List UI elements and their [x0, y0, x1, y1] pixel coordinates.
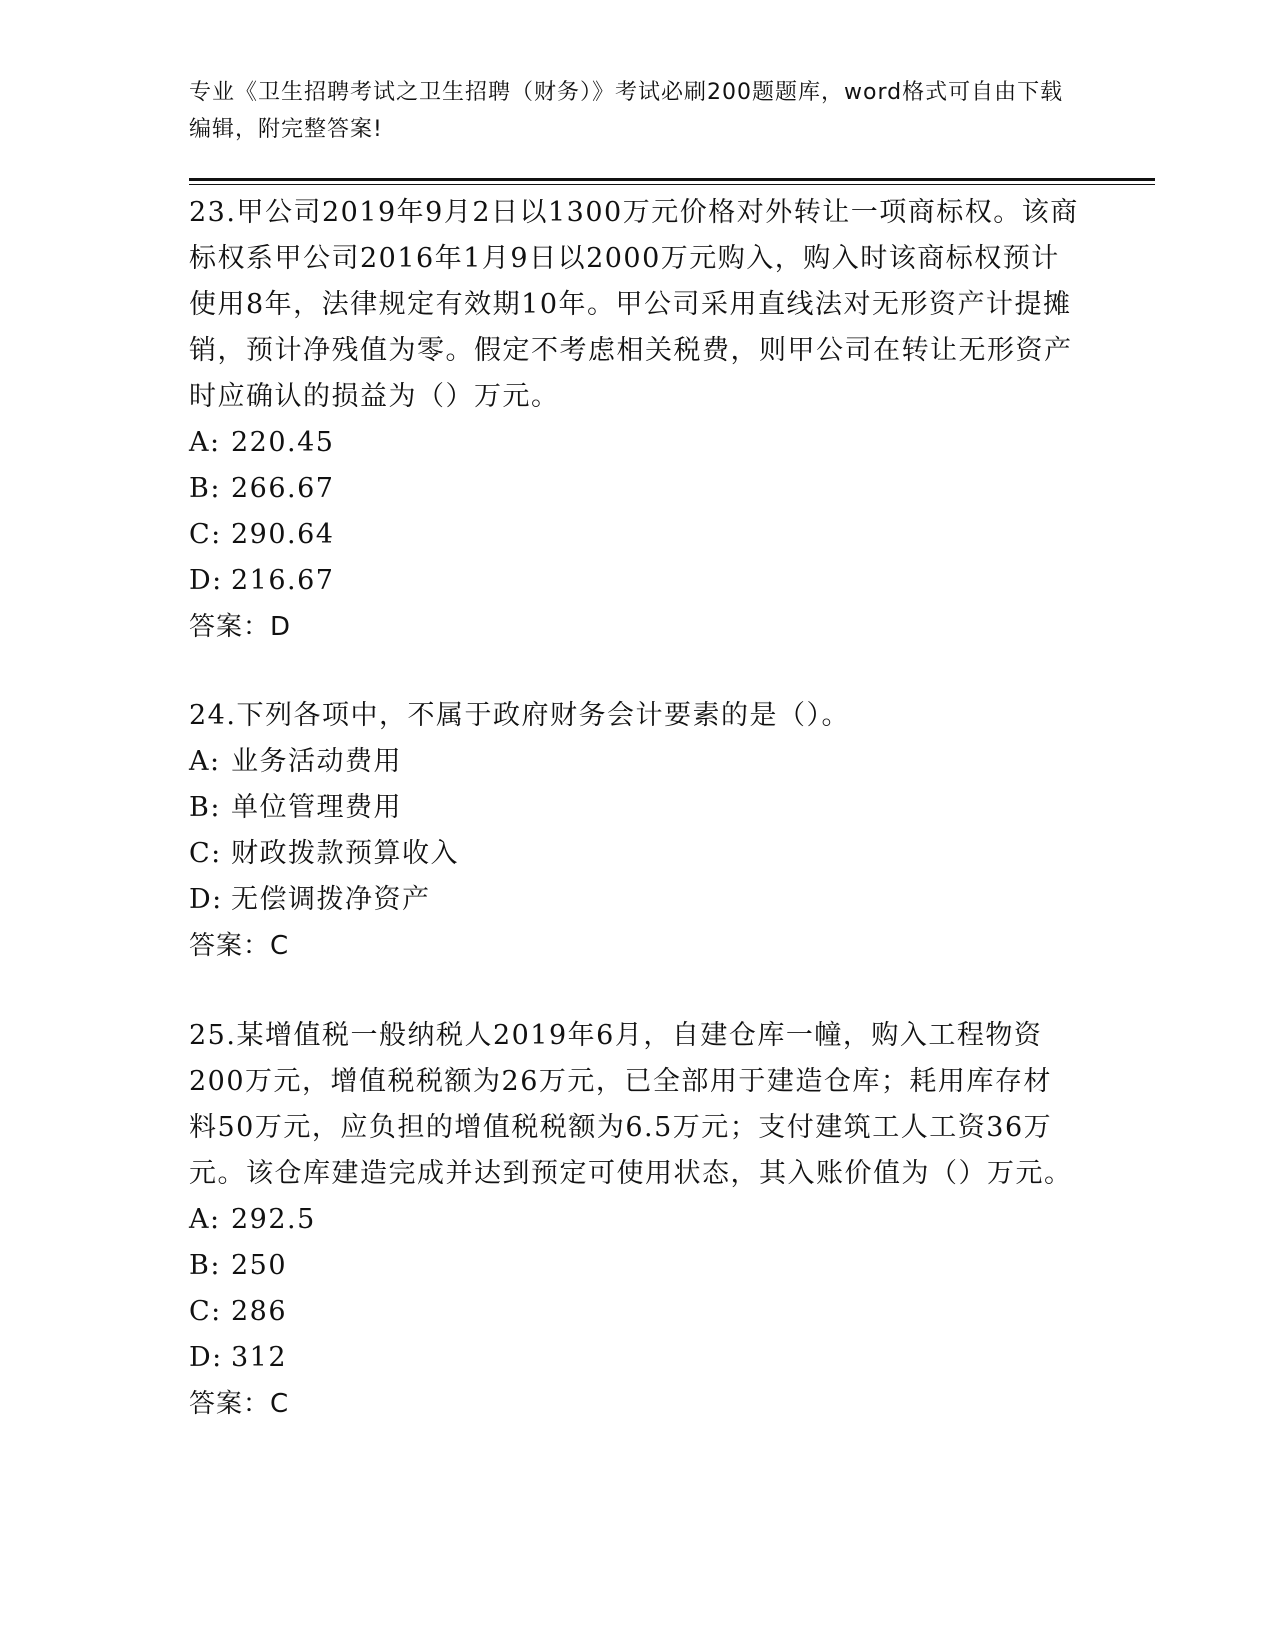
option-text: 286: [231, 1296, 288, 1327]
header-divider-thin: [189, 184, 1155, 185]
option-label: A:: [189, 746, 221, 777]
option-label: B:: [189, 473, 221, 504]
option-d: [189, 877, 1079, 923]
option-text: 250: [231, 1250, 288, 1281]
option-a: [189, 739, 1079, 785]
question-23: [189, 190, 1079, 650]
option-text: 312: [231, 1342, 288, 1373]
option-label: C:: [189, 838, 222, 869]
option-label: B:: [189, 792, 221, 823]
option-label: A:: [189, 427, 221, 458]
option-c: [189, 1289, 1079, 1335]
option-a: [189, 1197, 1079, 1243]
option-text: 290.64: [231, 519, 335, 550]
option-text: 266.67: [231, 473, 335, 504]
option-c: [189, 512, 1079, 558]
document-header: 专业《卫生招聘考试之卫生招聘（财务）》考试必刷200题题库，word格式可自由下载编辑，附完整答案!: [189, 80, 1064, 142]
question-24: [189, 693, 1079, 969]
option-b: [189, 785, 1079, 831]
option-text: 单位管理费用: [231, 792, 402, 823]
header-divider-thick: [189, 178, 1155, 181]
question-stem: 24.下列各项中，不属于政府财务会计要素的是（）。: [189, 700, 850, 731]
option-c: [189, 831, 1079, 877]
question-25: [189, 1013, 1079, 1427]
option-text: 292.5: [231, 1204, 316, 1235]
option-text: 财政拨款预算收入: [231, 838, 459, 869]
option-b: [189, 466, 1079, 512]
option-label: D:: [189, 1342, 223, 1373]
option-text: 220.45: [231, 427, 335, 458]
option-text: 无偿调拨净资产: [231, 884, 431, 915]
option-label: C:: [189, 519, 222, 550]
option-d: [189, 1335, 1079, 1381]
option-text: 业务活动费用: [231, 746, 402, 777]
answer: 答案：D: [189, 612, 292, 642]
option-label: B:: [189, 1250, 221, 1281]
answer: 答案：C: [189, 931, 290, 961]
option-label: D:: [189, 884, 223, 915]
option-d: [189, 558, 1079, 604]
option-text: 216.67: [231, 565, 335, 596]
question-stem: 23.甲公司2019年9月2日以1300万元价格对外转让一项商标权。该商标权系甲公司2016年1月9日以2000万元购入，购入时该商标权预计使用8年，法律规定有效期10年。甲公司采用直线法对无形资产计提摊销，预计净残值为零。假定不考虑相关税费，则甲公司在转让无形资产时应确认的损益为（）万元。: [189, 197, 1079, 412]
option-label: A:: [189, 1204, 221, 1235]
option-a: [189, 420, 1079, 466]
question-stem: 25.某增值税一般纳税人2019年6月，自建仓库一幢，购入工程物资200万元，增值税税额为26万元，已全部用于建造仓库；耗用库存材料50万元，应负担的增值税税额为6.5万元；支付建筑工人工资36万元。该仓库建造完成并达到预定可使用状态，其入账价值为（）万元。: [189, 1020, 1073, 1189]
option-label: D:: [189, 565, 223, 596]
option-b: [189, 1243, 1079, 1289]
option-label: C:: [189, 1296, 222, 1327]
answer: 答案：C: [189, 1389, 290, 1419]
